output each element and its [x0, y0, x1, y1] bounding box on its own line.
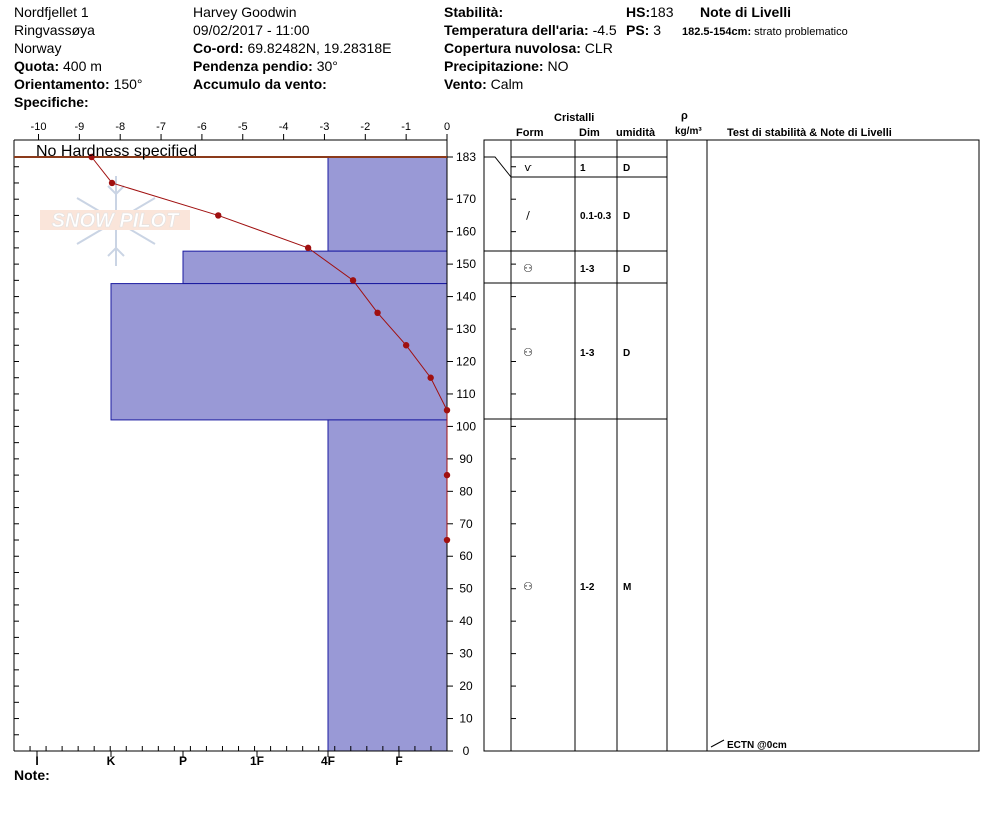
temperature-point: [444, 472, 450, 478]
crystal-form-icon: ѵ: [524, 161, 532, 174]
orientamento-label: Orientamento:: [14, 76, 110, 92]
vento-value: Calm: [490, 76, 524, 92]
hs-value: 183: [650, 4, 674, 20]
height-tick-label: 50: [459, 581, 473, 596]
ps-label: PS:: [626, 22, 650, 38]
crystal-wetness: D: [623, 348, 631, 359]
location-name: Nordfjellet 1: [14, 4, 89, 20]
hardness-layer-bar: [183, 251, 447, 283]
temp-tick-label: -3: [319, 121, 330, 133]
temperature-point: [403, 342, 409, 348]
temp-tick-label: -1: [401, 121, 412, 133]
precip-label: Precipitazione:: [444, 58, 544, 74]
temp-tick-label: -4: [278, 121, 289, 133]
copertura-value: CLR: [584, 40, 613, 56]
temperature-point: [350, 277, 356, 283]
height-tick-label: 150: [455, 257, 477, 272]
pendenza-value: 30°: [316, 58, 338, 74]
temperature-point: [444, 407, 450, 413]
temperature-point: [427, 375, 433, 381]
height-tick-label: 30: [459, 646, 473, 661]
temp-tick-label: -8: [115, 121, 126, 133]
temperature-point: [374, 310, 380, 316]
dim-header: Dim: [579, 127, 600, 139]
hardness-tick-label: 4F: [320, 754, 336, 768]
layer-connector: [484, 157, 511, 177]
crystal-form-icon: ⚇: [523, 346, 533, 359]
note-livelli-text: strato problematico: [754, 26, 848, 38]
height-tick-label: 100: [455, 419, 477, 434]
height-tick-label: 80: [459, 484, 473, 499]
hardness-tick-label: I: [35, 754, 39, 768]
temp-value: -4.5: [592, 22, 617, 38]
crystal-wetness: D: [623, 163, 631, 174]
temp-tick-label: -5: [237, 121, 248, 133]
crystal-table-frame: [484, 140, 979, 751]
crystal-dim: 1-2: [580, 582, 595, 593]
stabilita-label: Stabilità:: [444, 4, 504, 20]
crystal-dim: 1: [580, 163, 586, 174]
temp-label: Temperatura dell'aria:: [444, 22, 589, 38]
height-tick-label: 90: [459, 451, 473, 466]
height-tick-label: 130: [455, 322, 477, 337]
ps-value: 3: [653, 22, 662, 38]
temperature-point: [444, 537, 450, 543]
rho-unit-header: kg/m³: [675, 126, 702, 137]
crystal-dim: 1-3: [580, 348, 595, 359]
crystal-dim: 1-3: [580, 264, 595, 275]
no-hardness-label: No Hardness specified: [36, 143, 197, 160]
hardness-layer-bar: [111, 284, 447, 420]
pendenza-label: Pendenza pendio:: [193, 58, 313, 74]
coord-value: 69.82482N, 19.28318E: [247, 40, 392, 56]
height-tick-label: 70: [459, 516, 473, 531]
watermark-text: SNOW PILOT: [51, 210, 179, 232]
quota-value: 400 m: [63, 58, 102, 74]
rho-header: ρ: [681, 110, 688, 122]
hardness-tick-label: K: [106, 754, 116, 768]
specifiche-label: Specifiche:: [14, 94, 89, 110]
height-tick-label: 120: [455, 354, 477, 369]
hardness-layer-bar: [328, 157, 447, 251]
accumulo-label: Accumulo da vento:: [193, 76, 327, 92]
cristalli-header: Cristalli: [554, 112, 595, 124]
hardness-layers: [111, 157, 447, 751]
temp-tick-label: -9: [74, 121, 85, 133]
snowpilot-watermark: [40, 176, 190, 266]
hardness-tick-label: 1F: [249, 754, 265, 768]
height-tick-label: 20: [459, 679, 473, 694]
note-livelli-range: 182.5-154cm:: [682, 26, 752, 38]
height-tick-label: 170: [455, 192, 477, 207]
temperature-point: [305, 245, 311, 251]
height-tick-label: 183: [455, 150, 477, 164]
coord-label: Co-ord:: [193, 40, 244, 56]
height-tick-label: 110: [456, 386, 476, 401]
crystal-form-icon: /: [526, 209, 530, 222]
temp-tick-label: -10: [30, 121, 47, 133]
temperature-point: [215, 212, 221, 218]
crystal-dim: 0.1-0.3: [580, 211, 612, 222]
quota-label: Quota:: [14, 58, 60, 74]
height-tick-label: 60: [459, 549, 473, 564]
temp-tick-label: 0: [443, 121, 451, 133]
copertura-label: Copertura nuvolosa:: [444, 40, 581, 56]
ectn-pointer: [711, 740, 724, 747]
vento-label: Vento:: [444, 76, 487, 92]
region-name: Ringvassøya: [14, 22, 95, 38]
height-tick-label: 160: [455, 224, 477, 239]
height-tick-label: 40: [459, 614, 473, 629]
height-tick-label: 0: [462, 744, 470, 758]
note-label: Note:: [14, 767, 50, 783]
crystal-wetness: M: [623, 582, 632, 593]
temp-tick-label: -7: [156, 121, 166, 133]
temp-tick-label: -6: [197, 121, 207, 133]
hs-label: HS:: [626, 4, 651, 20]
crystal-form-icon: ⚇: [523, 262, 533, 275]
test-header: Test di stabilità & Note di Livelli: [727, 127, 892, 139]
hardness-tick-label: P: [178, 754, 188, 768]
precip-value: NO: [547, 58, 569, 74]
umidita-header: umidità: [616, 127, 656, 139]
ectn-label: ECTN @0cm: [727, 740, 787, 751]
height-tick-label: 140: [455, 289, 477, 304]
temperature-point: [109, 180, 115, 186]
crystal-table: [484, 140, 979, 751]
crystal-wetness: D: [623, 264, 631, 275]
form-header: Form: [516, 127, 544, 139]
note-livelli-title: Note di Livelli: [700, 4, 792, 20]
country-name: Norway: [14, 40, 62, 56]
crystal-form-icon: ⚇: [523, 580, 533, 593]
hardness-tick-label: F: [395, 754, 403, 768]
temp-tick-label: -2: [360, 121, 371, 133]
height-tick-label: 10: [459, 711, 473, 726]
observer-name: Harvey Goodwin: [193, 4, 297, 20]
hardness-layer-bar: [328, 420, 447, 751]
observation-datetime: 09/02/2017 - 11:00: [193, 22, 310, 38]
crystal-wetness: D: [623, 211, 631, 222]
orientamento-value: 150°: [113, 76, 143, 92]
